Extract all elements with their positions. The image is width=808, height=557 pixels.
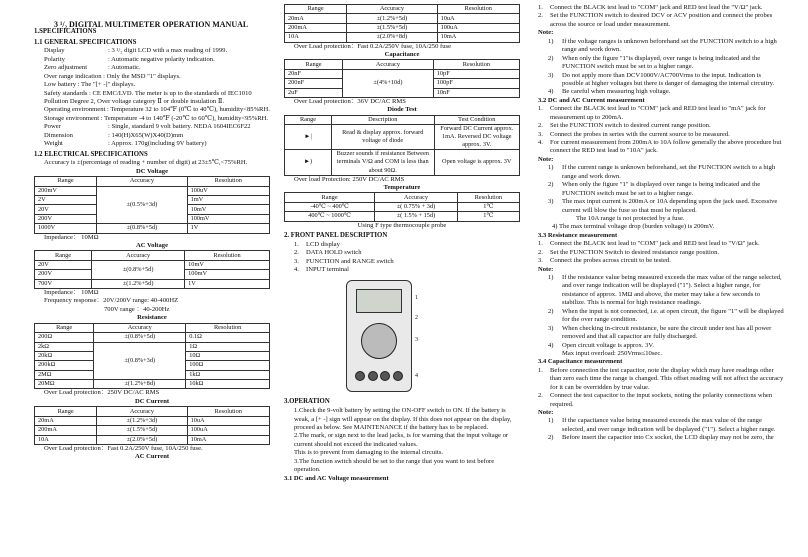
function-switch-icon bbox=[361, 323, 397, 359]
section-heading: 2. FRONT PANEL DESCRIPTION bbox=[284, 232, 388, 240]
note-item: 1) If the voltage ranges is unknown beforehand set the FUNCTION switch to a high range and work down. bbox=[548, 37, 777, 54]
multimeter-illustration bbox=[346, 280, 418, 392]
note-heading: Note: bbox=[538, 265, 554, 273]
impedance-note: Impedance： 10MΩ bbox=[44, 233, 99, 241]
list-item: 4. INPUT terminal bbox=[294, 266, 349, 274]
note-heading: Note: bbox=[538, 409, 554, 416]
note-item: 4) The max terminal voltage drop (burden voltage) is 200mV. bbox=[552, 223, 715, 231]
diode-test-table: Range Description Test Condition ►| Read & display approx. forward voltage of diode Forward DC Current approx. 1mA. Reversed DC voltage approx. 3V. ►) Buzzer sounds if resistance Between terminals V/Ω and COM is less than about 90Ω. Open voltage is approx. 3V bbox=[284, 115, 520, 176]
paragraph: 3.The function switch should be set to the range that you want to test before operation. bbox=[294, 457, 495, 474]
section-heading: 3.1 DC and AC Voltage measurement bbox=[284, 474, 389, 482]
list-item: 1. Before connection the test capacitor, note the display which may have readings other than zero each time the range is changed. This offset reading will not affect the accuracy for it can be overridden by true value. bbox=[538, 366, 784, 391]
temperature-table: Range Accuracy Resolution -40℃ ~ 400℃ ±( 0.75% + 3d) 1℃ 400℃ ~ 1000℃ ±( 1.5% + 15d) 1℃ bbox=[284, 192, 520, 221]
note-item: 3) When checking in-circuit resistance, be sure the circuit under test has all power removed and that all capacitor are fully discharged. bbox=[548, 324, 772, 341]
spec-line: Safety standards : CE EMC/LVD. The meter is up to the standards of IEC1010 Pollution Degree 2, Over voltage category Ⅱ or double insulation Ⅱ. bbox=[44, 89, 252, 105]
lcd-display-icon bbox=[356, 289, 402, 313]
jack-icon bbox=[355, 371, 365, 381]
jack-icon bbox=[393, 371, 403, 381]
table-title: Diode Test bbox=[387, 106, 417, 114]
paragraph: 1.Check the 9-volt battery by setting the ON-OFF switch to ON. If the battery is weak, a [+ -] sign will appear on the display. If this does not appear on the display, proceed as below. See MAINTENANCE if the battery has to be replaced. bbox=[294, 407, 512, 432]
jack-icon bbox=[380, 371, 390, 381]
spec-line: Operating environment : Temperature 32 to 104℉ (0℃ to 40℃), humidity<85%RH. bbox=[44, 106, 270, 114]
table-title: DC Current bbox=[134, 397, 170, 405]
spec-row: Polarity : Automatic negative polarity indication. bbox=[44, 55, 215, 63]
note-item: 4) Open circuit voltage is approx. 3V. bbox=[548, 341, 654, 349]
section-heading: 1.SPECIFICATIONS bbox=[34, 28, 97, 35]
note-item: 3) The max input current is 200mA or 10A depending upon the jack used. Excessive current will blow the fuse so that must be replaced. bbox=[548, 198, 778, 214]
list-item: 1. Connect the BLACK test lead to "COM" jack and RED test lead the "V/Ω" jack. bbox=[538, 4, 763, 11]
spec-row: Dimension : 140(H)X65(W)X40(D)mm bbox=[44, 131, 184, 139]
spec-row: Power : Single, standard 9 volt battery. NEDA 1604IEC6F22 bbox=[44, 123, 251, 131]
callout-label: 1 bbox=[415, 295, 418, 302]
spec-line: Storage environment : Temperature -4 to 140℉ (-20℃ to 60℃), humidity<95%RH. bbox=[44, 114, 269, 122]
section-heading: 3.OPERATION bbox=[284, 398, 330, 406]
callout-label: 4 bbox=[415, 373, 418, 380]
note-item: 2) Before insert the capacitor into Cx socket, the LCD display may not be zero, the bbox=[548, 434, 774, 442]
note-heading: Note: bbox=[538, 155, 554, 163]
list-item: 2. DATA HOLD switch bbox=[294, 249, 362, 257]
dc-voltage-table: Range Accuracy Resolution 200mV ±(0.5%+3d) 100uV 2V 1mV 20V 10mV 200V 100mV 1000V ±(0.8%+5d) 1V bbox=[34, 176, 270, 233]
section-heading: 3.3 Resistance measurement bbox=[538, 231, 618, 239]
note-item: 2) When the input is not connected, i.e. at open circuit, the figure "1" will be displayed for the over range condition. bbox=[548, 307, 784, 324]
callout-label: 2 bbox=[415, 315, 418, 322]
dc-current-table: Range Accuracy Resolution 20mA ±(1.2%+3d) 10uA 200mA ±(1.5%+5d) 100uA 10A ±(2.0%+5d) 10mA bbox=[34, 406, 270, 445]
column-3 bbox=[538, 4, 784, 443]
list-item: 4. For current measurement from 200mA to 10A follow generally the above procedure but connect the RED test lead to "10A" jack. bbox=[538, 139, 782, 155]
ac-current-table: Range Accuracy Resolution 20mA ±(1.2%+5d) 10uA 200mA ±(1.5%+5d) 100uA 10A ±(2.0%+8d) 10mA bbox=[284, 4, 520, 43]
spec-row: Display : 3 ¹/₂ digit LCD with a max reading of 1999. bbox=[44, 47, 228, 55]
list-item: 3. FUNCTION and RANGE switch bbox=[294, 257, 394, 265]
note-item: 1) If the current range is unknown beforehand, set the FUNCTION switch to a high range and work down. bbox=[548, 164, 776, 180]
protection-note: Over Load protection：36V DC/AC RMS bbox=[294, 98, 406, 105]
spec-line: Over range indication : Only the MSD "1" displays. bbox=[44, 72, 181, 80]
callout-label: 3 bbox=[415, 337, 418, 344]
paragraph: This is to prevent from damaging to the internal circuits. bbox=[294, 449, 444, 457]
section-heading: 3.2 DC and AC Current measurement bbox=[538, 96, 645, 104]
paragraph: 2.The mark, or sign next to the lead jacks, is for warning that the input voltage or current should not exceed the indicated values. bbox=[294, 432, 509, 448]
protection-note: Over load Protection: 250V DC/AC RMS bbox=[294, 175, 405, 183]
section-heading: 3.4 Capacitance measurement bbox=[538, 358, 623, 366]
column-1 bbox=[34, 26, 270, 462]
list-item: 2. Set the FUNCTION Switch to desired resistance range position. bbox=[538, 248, 720, 256]
list-item: 1. Connect the BLACK test lead to "COM" jack and RED test lead to "V/Ω" jack. bbox=[538, 240, 760, 248]
spec-line: Low battery : The "[+ -]" displays. bbox=[44, 81, 136, 89]
list-item: 3. Connect the probes in series with the current source to be measured. bbox=[538, 130, 730, 138]
diode-icon: ►| bbox=[304, 133, 312, 141]
list-item: 1. Connect the BLACK test lead to "COM" jack and RED test lead to "mA" jack for measurement up to 200mA. bbox=[538, 105, 766, 121]
spec-row: Zero adjustment : Automatic. bbox=[44, 64, 141, 72]
buzzer-icon: ►) bbox=[303, 158, 313, 166]
note-item: The 10A range is not protected by a fuse. bbox=[576, 214, 685, 222]
table-title: DC Voltage bbox=[135, 167, 169, 175]
table-title: Temperature bbox=[383, 183, 421, 191]
jack-icon bbox=[368, 371, 378, 381]
note-item: 3) Do not apply more than DCV1000V/AC700Vrms to the input. Indication is possible at higher voltages but there is danger of damaging the internal circuitry. bbox=[548, 71, 775, 87]
probe-note: Using F type thermocouple probe bbox=[357, 221, 447, 229]
section-heading: 1.1 GENERAL SPECIFICATIONS bbox=[34, 38, 137, 46]
list-item: 3. Connect the probes across circuit to be tested. bbox=[538, 257, 671, 265]
frequency-note: 700V range ：40-200Hz bbox=[104, 305, 170, 313]
table-title: Resistance bbox=[137, 314, 167, 322]
table-title: Capacitance bbox=[384, 51, 420, 58]
protection-note: Over Load protection：250V DC/AC RMS bbox=[44, 389, 160, 397]
page-title: 3 ¹/₂ DIGITAL MULTIMETER OPERATION MANUAL bbox=[54, 20, 249, 29]
note-item: Max input overload: 250Vrms≤10sec. bbox=[562, 349, 662, 357]
note-item: 2) When only the figure "1" is displayed over range is being indicated and the FUNCTION switch must be set to a higher range. bbox=[548, 181, 761, 197]
frequency-note: Frequency response：20V/200V range: 40-400HZ bbox=[44, 297, 179, 305]
protection-note: Over Load protection：Fast 0.2A/250V fuse, 10A/250 fuse. bbox=[44, 444, 203, 452]
list-item: 2. Set the FUNCTION switch to desired DCV or ACV position and connect the probes across the source or load under measurement. bbox=[538, 12, 773, 28]
list-item: 1. LCD display bbox=[294, 240, 340, 248]
note-item: 2) When only the figure "1"is displayed, over range is being indicated and the FUNCTION switch must be set to a higher range. bbox=[548, 54, 761, 71]
list-item: 2. Set the FUNCTION switch to desired current range position. bbox=[538, 122, 711, 130]
note-item: 1) If the capacitance value being measured exceeds the max value of the range selected, and over range indication will be displayed ("1"). Select a higher range. bbox=[548, 417, 776, 433]
note-item: 1) If the resistance value being measured exceeds the max value of the range selected, and over range indication will be displayed ("1"). Select a higher range, for resistance of approx. 1MΩ and above, the meter may take a few seconds to stabilize. This is normal for high resistance readings. bbox=[548, 274, 782, 307]
spec-row: Weight : Approx. 170g(including 9V battery) bbox=[44, 140, 207, 148]
capacitance-table: Range Accuracy Resolution 20nF ±(4%+10d) 10pF 200nF 100pF 2uF 10nF bbox=[284, 59, 520, 98]
table-title: AC Voltage bbox=[135, 241, 169, 249]
impedance-note: Impedance： 10MΩ bbox=[44, 288, 99, 296]
resistance-table: Range Accuracy Resolution 200Ω ±(0.8%+5d) 0.1Ω 2kΩ ±(0.8%+3d) 1Ω 20kΩ 10Ω 200kΩ 100Ω 2MΩ 1kΩ 20MΩ ±(1.2%+8d) 10kΩ bbox=[34, 323, 270, 390]
table-title: AC Current bbox=[134, 453, 170, 461]
column-2 bbox=[284, 4, 520, 483]
list-item: 2. Connect the test capacitor to the input sockets, noting the polarity connections when required. bbox=[538, 392, 773, 408]
accuracy-note: Accuracy is ±(percentage of reading + number of digit) at 23±5℃,<75%RH. bbox=[44, 159, 248, 167]
note-item: 4) Be careful when measuring high voltage. bbox=[548, 88, 671, 96]
ac-voltage-table: Range Accuracy Resolution 20V ±(0.8%+5d) 10mV 200V 100mV 700V ±(1.2%+5d) 1V bbox=[34, 250, 270, 289]
input-terminals bbox=[355, 371, 403, 381]
section-heading: 1.2 ELECTRICAL SPECIFICATIONS bbox=[34, 150, 148, 158]
note-heading: Note: bbox=[538, 29, 554, 37]
protection-note: Over Load protection：Fast 0.2A/250V fuse, 10A/250 fuse bbox=[294, 42, 452, 50]
